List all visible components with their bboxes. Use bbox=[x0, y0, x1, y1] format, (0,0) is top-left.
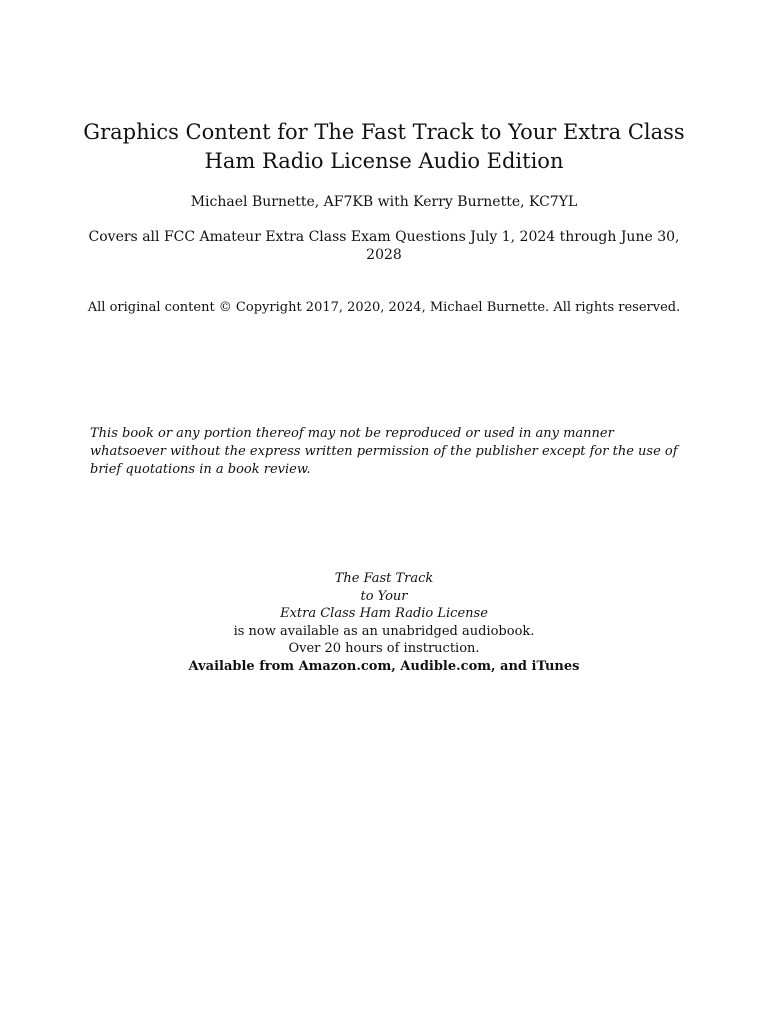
document-title bbox=[0, 118, 768, 176]
promo-line-2: to Your bbox=[360, 588, 408, 604]
audiobook-promo bbox=[0, 570, 768, 675]
promo-availability: Available from Amazon.com, Audible.com, and iTunes bbox=[188, 658, 580, 674]
reproduction-notice: This book or any portion thereof may not be reproduced or used in any manner whatsoever without the express written permission of the publisher except for the use of brief quotations in a book review. bbox=[90, 426, 678, 477]
promo-line-4: is now available as an unabridged audiobook. bbox=[233, 623, 535, 639]
promo-line-5: Over 20 hours of instruction. bbox=[288, 641, 480, 656]
exam-coverage-line: Covers all FCC Amateur Extra Class Exam Questions July 1, 2024 through June 30, 2028 bbox=[88, 229, 680, 263]
promo-line-1: The Fast Track bbox=[334, 571, 434, 586]
title-line-2: Ham Radio License Audio Edition bbox=[204, 149, 564, 173]
copyright-notice: All original content © Copyright 2017, 2020, 2024, Michael Burnette. All rights reserved. bbox=[87, 300, 681, 315]
authors-line: Michael Burnette, AF7KB with Kerry Burnette, KC7YL bbox=[190, 194, 578, 210]
promo-line-3: Extra Class Ham Radio License bbox=[280, 606, 488, 621]
title-line-1: Graphics Content for The Fast Track to Your Extra Class bbox=[83, 120, 685, 144]
